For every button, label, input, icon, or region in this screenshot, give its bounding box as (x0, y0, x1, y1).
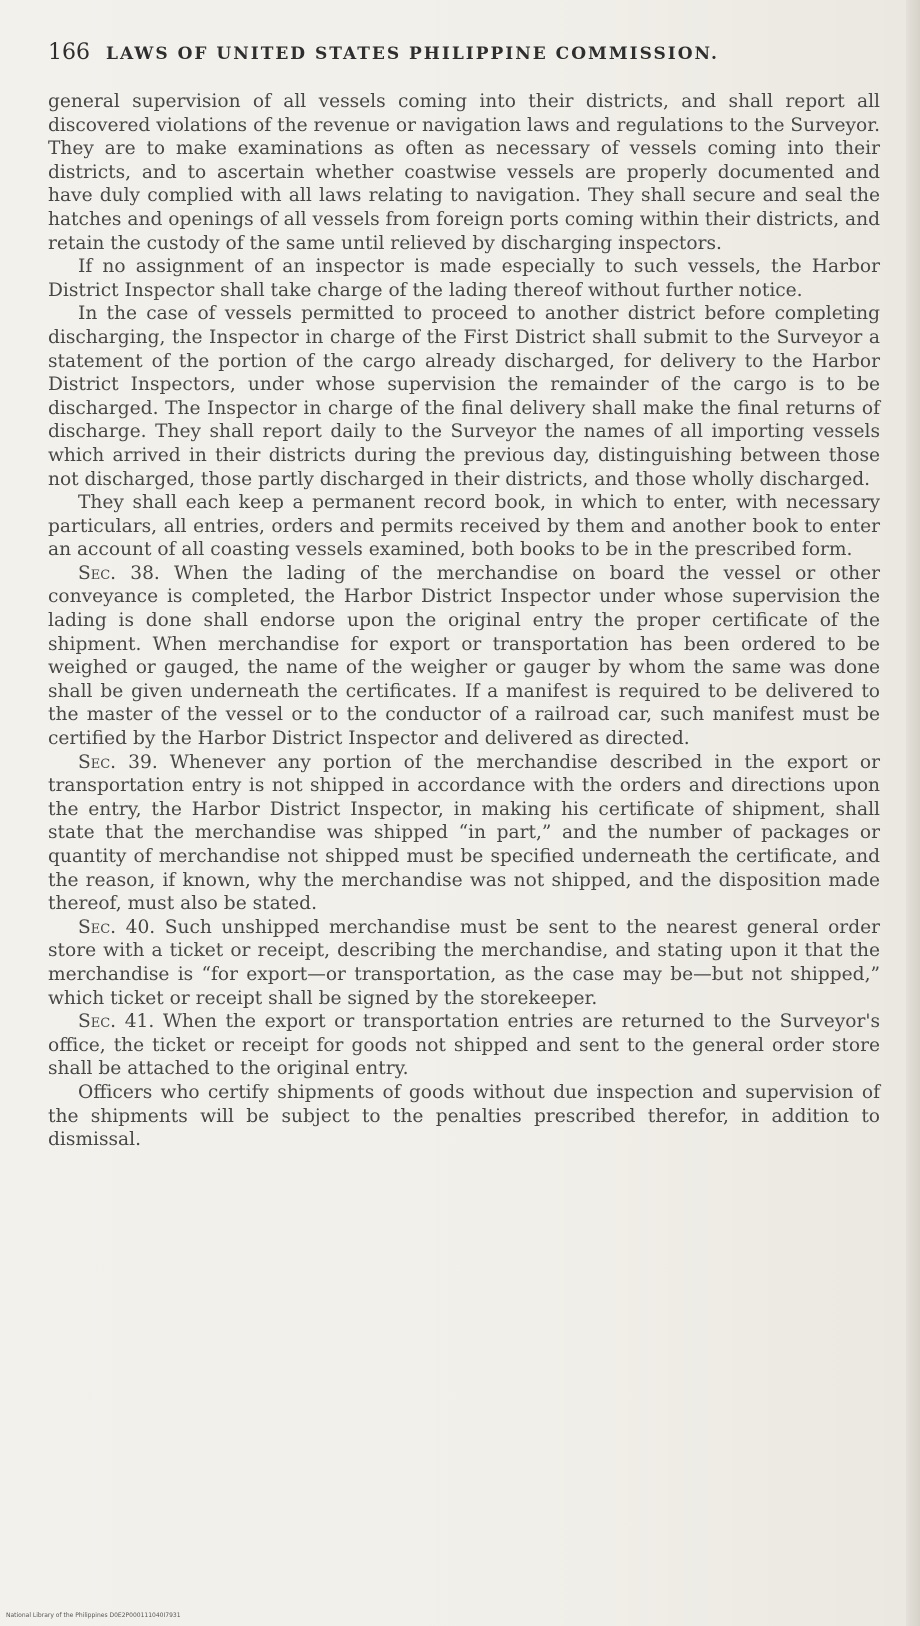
section-40 (48, 916, 880, 1010)
paragraph-inspector-assignment: If no assignment of an inspector is made especially to such vessels, the Harbor District Inspector shall take charge of the lading thereof without further notice. (48, 256, 880, 301)
running-title: LAWS OF UNITED STATES PHILIPPINE COMMISSION. (106, 44, 719, 64)
running-header (48, 40, 878, 65)
section-41-label: Sec. 41. (78, 1011, 155, 1033)
section-38 (48, 562, 880, 751)
section-38-label: Sec. 38. (78, 562, 160, 584)
section-41 (48, 1010, 880, 1081)
section-41-text: When the export or transportation entries are returned to the Surveyor's office, the ticket or receipt for goods not shipped and sent to the general order store shall be attached to the original entry. (48, 1011, 880, 1080)
page-edge-shadow (906, 0, 920, 1626)
section-39 (48, 751, 880, 916)
section-39-text: Whenever any portion of the merchandise described in the export or transportation entry is not shipped in accordance with the orders and directions upon the entry, the Harbor District Inspector, in making his certificate of shipment, shall state that the merchandise was shipped “in part,” and the number of packages or quantity of merchandise not shipped must be specified underneath the certificate, and the reason, if known, why the merchandise was not shipped, and the disposition made thereof, must also be stated. (48, 751, 880, 915)
section-39-label: Sec. 39. (78, 751, 158, 773)
paragraph-vessels-proceeding: In the case of vessels permitted to proceed to another district before completing discharging, the Inspector in charge of the First District shall submit to the Surveyor a statement of the portion of the cargo already discharged, for delivery to the Harbor District Inspectors, under whose supervision the remainder of the cargo is to be discharged. The Inspector in charge of the final delivery shall make the final returns of discharge. They shall report daily to the Surveyor the names of all importing vessels which arrived in their districts during the previous day, distinguishing between those not discharged, those partly discharged in their districts, and those wholly discharged. (48, 303, 880, 490)
paragraph-officers-penalties: Officers who certify shipments of goods without due inspection and supervision of the shipments will be subject to the penalties prescribed therefor, in addition to dismissal. (48, 1081, 880, 1151)
section-38-text: When the lading of the merchandise on board the vessel or other conveyance is completed, the Harbor District Inspector under whose supervision the lading is done shall endorse upon the original entry the proper certificate of the shipment. When merchandise for export or transportation has been ordered to be weighed or gauged, the name of the weigher or gauger by whom the same was done shall be given underneath the certificates. If a manifest is required to be delivered to the master of the vessel or to the conductor of a railroad car, such manifest must be certified by the Harbor District Inspector and delivered as directed. (48, 562, 880, 750)
paragraph-continuation: general supervision of all vessels coming into their districts, and shall report all discovered violations of the revenue or navigation laws and regulations to the Surveyor. They are to make examinations as often as necessary of vessels coming into their districts, and to ascertain whether coastwise vessels are properly documented and have duly complied with all laws relating to navigation. They shall secure and seal the hatches and openings of all vessels from foreign ports coming within their districts, and retain the custody of the same until relieved by discharging inspectors. (48, 91, 880, 254)
paragraph-record-book: They shall each keep a permanent record book, in which to enter, with necessary particulars, all entries, orders and permits received by them and another book to enter an account of all coasting vessels examined, both books to be in the prescribed form. (48, 492, 880, 561)
section-40-label: Sec. 40. (78, 916, 156, 938)
page-number: 166 (48, 40, 90, 65)
section-40-text: Such unshipped merchandise must be sent to the nearest general order store with a ticket or receipt, describing the merchandise, and stating upon it that the merchandise is “for export—or transportation, as the case may be—but not shipped,” which ticket or receipt shall be signed by the storekeeper. (48, 916, 880, 1009)
page-body (48, 90, 880, 1152)
scan-footer-text: National Library of the Philippines D0E2P000111040I7931 (6, 1612, 181, 1619)
